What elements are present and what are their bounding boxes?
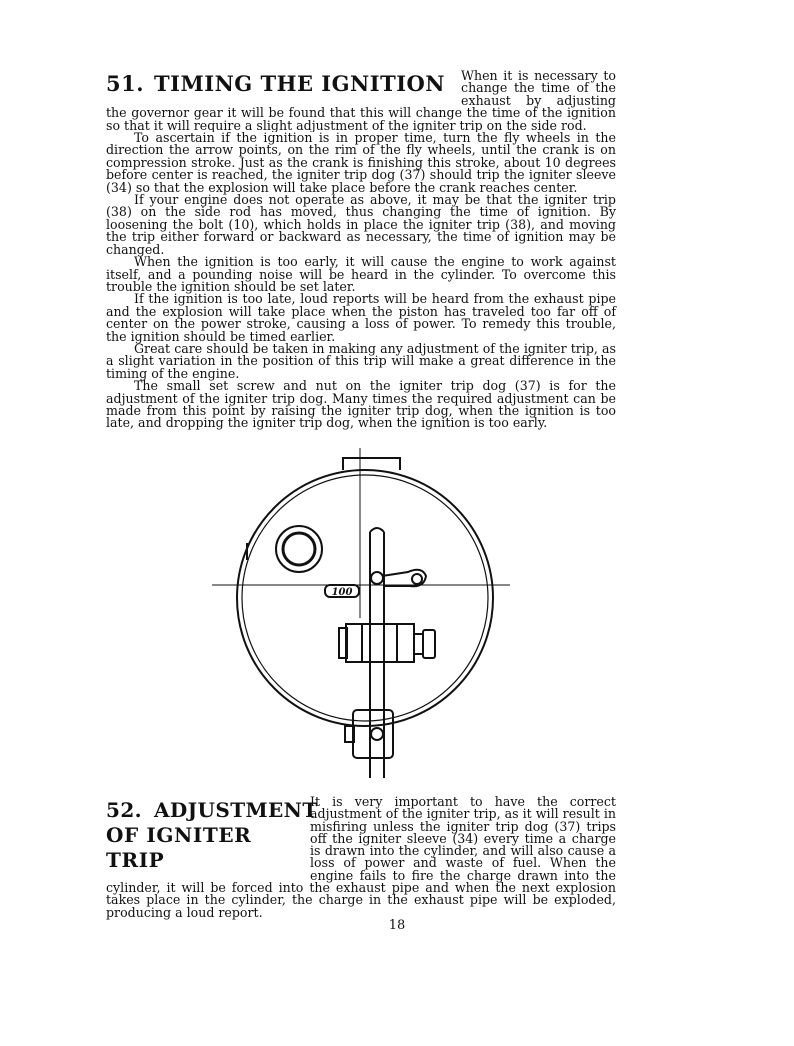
flywheel-rim [237,470,493,726]
paragraph: The small set screw and nut on the igniter trip dog (37) is for the adjustment of the igniter trip dog. Many times the required adjustment can be made from this point by raising the igniter trip dog, when the ignition is too late, and dropping the igniter trip dog, when the ignition is too early. [106,378,616,431]
trip-dog-block [353,710,393,758]
flywheel-igniter-diagram [212,448,518,796]
section-51-intro [106,70,616,132]
paragraph: When the ignition is too early, it will cause the engine to work against itself, and a pounding noise will be heard in the cylinder. To overcome this trouble the ignition should be set later. [106,254,616,294]
section-52-title-line2: OF IGNITER TRIP [106,823,252,872]
paragraph: If the ignition is too late, loud reports will be heard from the exhaust pipe and the explosion will take place when the piston has traveled too far off of center on the power stroke, causing a loss of power. To remedy this trouble, the ignition should be timed earlier. [106,291,616,344]
paragraph: If your engine does not operate as above, it may be that the igniter trip (38) on the side rod has moved, thus changing the time of ignition. By loosening the bolt (10), which holds in place the igniter trip (38), and moving the trip either forward or backward as necessary, the time of ignition may be changed. [106,192,616,257]
side-rod [370,532,384,778]
section-51-title: TIMING THE IGNITION [154,71,446,96]
port-inner [283,533,315,565]
paragraph: Great care should be taken in making any adjustment of the igniter trip, as a slight variation in the position of this trip will make a great difference in the timing of the engine. [106,340,616,381]
pivot-bolt [371,572,383,584]
section-51 [106,70,616,430]
section-52-heading [106,798,318,873]
paragraph: To ascertain if the ignition is in proper time, turn the fly wheels in the direction the arrow points, on the rim of the fly wheels, until the crank is on compression stroke. Just as the crank is finishing this stroke, about 10 degrees before center is reached, the igniter trip dog (37) should trip the igniter sleeve (34) so that the explosion will take place before the crank reaches center. [106,130,616,195]
section-52 [106,796,616,919]
flywheel-inner-rim [242,475,488,721]
paragraph: It is very important to have the correct adjustment of the igniter trip, as it will result in misfiring unless the igniter trip dog (37) trips off the igniter sleeve (34) every time a charge is drawn into the cylinder, and will also cause a loss of power and waste of fuel. When the engine fails to fire the charge drawn into the cylinder, it will be forced into the exhaust pipe and when the next explosion takes place in the cylinder, the charge in the exhaust pipe will be exploded, producing a loud report. [106,794,616,920]
section-51-number: 51. [106,71,145,96]
igniter-body [346,624,414,662]
trip-dog-bolt [371,728,383,740]
side-rod-top [370,528,384,532]
paragraph: When it is necessary to change the time of the exhaust by adjusting the governor gear it will be found that this will change the time of the ignition so that it will require a slight adjustment of the igniter trip on the side rod. [106,70,616,133]
igniter-screw-head [423,630,435,658]
lever-hole [412,574,422,584]
section-52-title-line1: ADJUSTMENT [154,798,318,822]
igniter-nut [414,634,423,654]
section-52-number: 52. [106,798,142,822]
section-51-heading [106,72,445,96]
rim-clip [343,458,400,470]
diagram-label: 100 [331,587,353,598]
page-number: 18 [388,918,406,933]
